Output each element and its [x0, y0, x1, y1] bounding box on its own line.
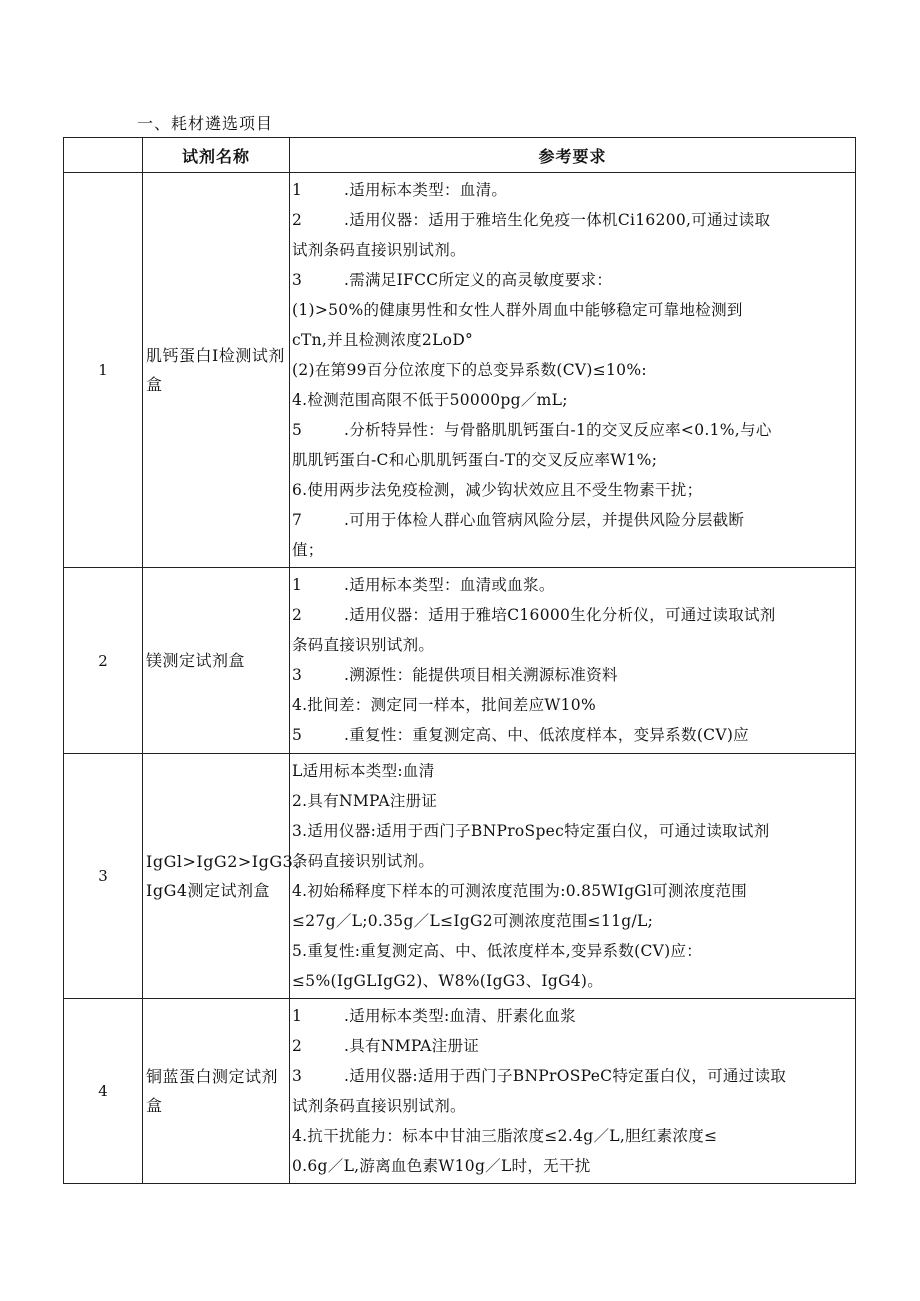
requirement-number: 5: [292, 726, 303, 744]
requirement-text: 条码直接识别试剂。: [292, 636, 435, 654]
requirement-line: [292, 1091, 851, 1121]
requirement-text: ≤27g／L;0.35g／L≤IgG2可测浓度范围≤11g/L;: [292, 912, 654, 930]
section-heading: 一、耗材遴选项目: [137, 114, 274, 133]
requirement-text: ≤5%(IgGLIgG2)、W8%(IgG3、IgG4)。: [292, 972, 604, 990]
requirement-number: 3: [292, 271, 303, 289]
requirement-line: [292, 445, 851, 475]
requirement-text: 3.适用仪器:适用于西门子BNProSpec特定蛋白仪，可通过读取试剂: [292, 822, 770, 840]
reagent-name: IgGl>IgG2>IgG3、IgG4测定试剂盒: [143, 754, 290, 999]
requirement-text: 4.批间差：测定同一样本，批间差应W10%: [292, 696, 596, 714]
requirement-text: .分析特异性：与骨骼肌肌钙蛋白-1的交叉反应率<0.1%,与心: [344, 421, 772, 439]
requirement-line: [292, 600, 851, 630]
requirement-text: .重复性：重复测定高、中、低浓度样本，变异系数(CV)应: [344, 726, 749, 744]
requirements-cell: [290, 999, 856, 1184]
requirement-line: [292, 570, 851, 600]
requirement-line: [292, 385, 851, 415]
requirement-text: 2.具有NMPA注册证: [292, 792, 438, 810]
requirement-line: [292, 235, 851, 265]
requirement-line: [292, 535, 851, 565]
requirement-line: [292, 966, 851, 996]
requirement-line: [292, 876, 851, 906]
requirements-cell: [290, 173, 856, 568]
row-number: 1: [64, 173, 143, 568]
requirement-line: [292, 906, 851, 936]
requirement-text: 0.6g／L,游离血色素W10g／L时，无干扰: [292, 1157, 591, 1175]
requirement-line: [292, 786, 851, 816]
requirement-line: [292, 175, 851, 205]
requirement-text: .溯源性：能提供项目相关溯源标准资料: [344, 666, 618, 684]
requirement-text: .适用标本类型：血清或血浆。: [344, 576, 555, 594]
requirement-line: [292, 816, 851, 846]
requirement-line: [292, 756, 851, 786]
requirement-line: [292, 475, 851, 505]
requirement-text: (1)>50%的健康男性和女性人群外周血中能够稳定可靠地检测到: [292, 301, 743, 319]
table-row: [64, 754, 856, 999]
requirement-text: 4.检测范围高限不低于50000pg／mL;: [292, 391, 568, 409]
requirement-text: 4.抗干扰能力：标本中甘油三脂浓度≤2.4g／L,胆红素浓度≤: [292, 1127, 718, 1145]
requirement-text: 试剂条码直接识别试剂。: [292, 1097, 466, 1115]
requirement-text: 5.重复性:重复测定高、中、低浓度样本,变异系数(CV)应：: [292, 942, 703, 960]
requirement-text: 肌肌钙蛋白-C和心肌肌钙蛋白-T的交叉反应率W1%;: [292, 451, 658, 469]
requirement-line: [292, 505, 851, 535]
row-number: 4: [64, 999, 143, 1184]
requirement-text: 条码直接识别试剂。: [292, 852, 435, 870]
requirements-cell: [290, 568, 856, 754]
requirement-text: .可用于体检人群心血管病风险分层，并提供风险分层截断: [344, 511, 745, 529]
requirement-line: [292, 690, 851, 720]
requirement-number: 3: [292, 1067, 303, 1085]
requirement-line: [292, 295, 851, 325]
requirement-number: 1: [292, 1007, 303, 1025]
requirement-line: [292, 846, 851, 876]
table-header-row: [64, 138, 856, 173]
requirement-line: [292, 265, 851, 295]
requirement-number: 3: [292, 666, 303, 684]
requirement-number: 2: [292, 606, 303, 624]
row-number: 3: [64, 754, 143, 999]
table-row: [64, 999, 856, 1184]
requirement-number: 2: [292, 211, 303, 229]
requirement-line: [292, 720, 851, 750]
requirement-line: [292, 205, 851, 235]
requirement-line: [292, 355, 851, 385]
reagent-name: 肌钙蛋白I检测试剂盒: [143, 173, 290, 568]
requirement-number: 2: [292, 1037, 303, 1055]
requirement-number: 7: [292, 511, 303, 529]
requirement-text: .适用标本类型：血清。: [344, 181, 508, 199]
requirement-line: [292, 1121, 851, 1151]
requirement-text: .具有NMPA注册证: [344, 1037, 480, 1055]
requirement-number: 5: [292, 421, 303, 439]
requirement-text: 6.使用两步法免疫检测，减少钩状效应且不受生物素干扰；: [292, 481, 703, 499]
header-requirements: 参考要求: [290, 138, 856, 173]
requirement-line: [292, 325, 851, 355]
requirement-text: cTn,并且检测浓度2LoD°: [292, 331, 474, 349]
requirement-text: .适用标本类型:血清、肝素化血浆: [344, 1007, 576, 1025]
requirement-number: 1: [292, 181, 303, 199]
requirement-line: [292, 1031, 851, 1061]
header-number: [64, 138, 143, 173]
table-row: [64, 568, 856, 754]
requirement-line: [292, 415, 851, 445]
requirement-line: [292, 660, 851, 690]
requirement-text: 4.初始稀释度下样本的可测浓度范围为:0.85WIgGl可测浓度范围: [292, 882, 748, 900]
requirement-text: .适用仪器:适用于西门子BNPrOSPeC特定蛋白仪，可通过读取: [344, 1067, 787, 1085]
requirements-cell: [290, 754, 856, 999]
requirement-line: [292, 1001, 851, 1031]
header-reagent-name: 试剂名称: [143, 138, 290, 173]
row-number: 2: [64, 568, 143, 754]
requirement-text: 值；: [292, 541, 324, 559]
requirement-line: [292, 1151, 851, 1181]
reagent-name: 镁测定试剂盒: [143, 568, 290, 754]
requirement-line: [292, 1061, 851, 1091]
table-row: [64, 173, 856, 568]
consumables-table: [63, 137, 856, 1184]
requirement-text: .适用仪器：适用于雅培生化免疫一体机Ci16200,可通过读取: [344, 211, 771, 229]
reagent-name: 铜蓝蛋白测定试剂盒: [143, 999, 290, 1184]
requirement-text: (2)在第99百分位浓度下的总变异系数(CV)≤10%:: [292, 361, 647, 379]
requirement-text: .适用仪器：适用于雅培C16000生化分析仪，可通过读取试剂: [344, 606, 776, 624]
requirement-text: L适用标本类型:血清: [292, 762, 435, 780]
requirement-text: 试剂条码直接识别试剂。: [292, 241, 466, 259]
requirement-line: [292, 936, 851, 966]
requirement-line: [292, 630, 851, 660]
requirement-number: 1: [292, 576, 303, 594]
requirement-text: .需满足IFCC所定义的高灵敏度要求：: [344, 271, 613, 289]
